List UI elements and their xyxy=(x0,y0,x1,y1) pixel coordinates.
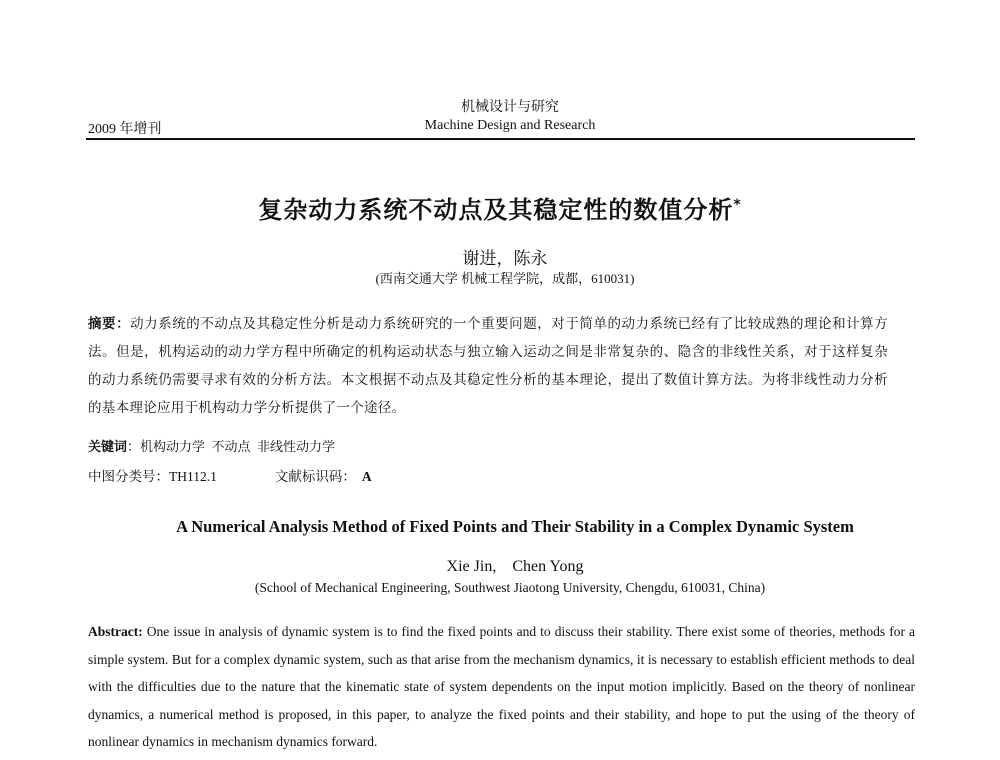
class-value: TH112.1 xyxy=(169,469,217,484)
affiliation-en: (School of Mechanical Engineering, Southwest Jiaotong University, Chengdu, 610031, China) xyxy=(254,580,766,595)
title-footnote-mark: * xyxy=(733,197,742,213)
classification-cn xyxy=(88,465,372,485)
abstract-cn xyxy=(88,310,888,422)
paper-title-cn xyxy=(0,190,1000,225)
authors-en: Xie Jin, Chen Yong xyxy=(446,558,584,575)
abstract-cn-text: 动力系统的不动点及其稳定性分析是动力系统研究的一个重要问题，对于简单的动力系统已经有了比较成熟的理论和计算方法。但是，机构运动的动力学方程中所确定的机构运动状态与独立输入运动之间是非常复杂的、隐含的非线性关系，对于这样复杂的动力系统仍需要寻求有效的分析方法。本文根据不动点及其稳定性分析的基本理论，提出了数值计算方法。为将非线性动力分析的基本理论应用于机构动力学分析提供了一个途径。 xyxy=(88,316,888,415)
abstract-en xyxy=(88,618,915,756)
abstract-cn-label: 摘要 xyxy=(88,316,117,331)
docid-value: A xyxy=(361,469,372,484)
keywords-cn-label: 关键词 xyxy=(88,439,128,454)
class-label: 中图分类号： xyxy=(88,469,169,484)
header-rule xyxy=(86,138,915,140)
keywords-cn-sep: ： xyxy=(127,439,141,454)
authors-cn: 谢进，陈永 xyxy=(462,249,548,268)
docid-label: 文献标识码： xyxy=(274,469,356,484)
abstract-cn-sep: ： xyxy=(116,316,131,331)
paper-title-en: A Numerical Analysis Method of Fixed Points and Their Stability in a Complex Dynamic System xyxy=(176,517,854,536)
journal-name-cn: 机械设计与研究 xyxy=(461,100,559,115)
keywords-cn xyxy=(88,436,335,455)
affiliation-cn: (西南交通大学 机械工程学院，成都，610031) xyxy=(375,271,635,286)
journal-year-issue: 2009 年增刊 xyxy=(88,122,162,137)
keywords-cn-text: 机构动力学 不动点 非线性动力学 xyxy=(140,439,336,454)
abstract-en-text: One issue in analysis of dynamic system is to find the fixed points and to discuss their stability. There exist some of theories, methods for a simple system. But for a complex dynamic system, such as that arise from the mechanism dynamics, it is necessary to establish efficient methods to deal with the difficulties due to the nature that the kinematic state of system dependents on the input motion implicitly. Based on the theory of nonlinear dynamics, a numerical method is proposed, in this paper, to analyze the fixed points and their stability, and hope to put the using of the theory of nonlinear dynamics in mechanism dynamics forward. xyxy=(88,624,916,749)
journal-name-en: Machine Design and Research xyxy=(424,118,596,133)
abstract-en-label: Abstract: xyxy=(88,624,143,639)
paper-title-cn-text: 复杂动力系统不动点及其稳定性的数值分析 xyxy=(258,196,734,224)
